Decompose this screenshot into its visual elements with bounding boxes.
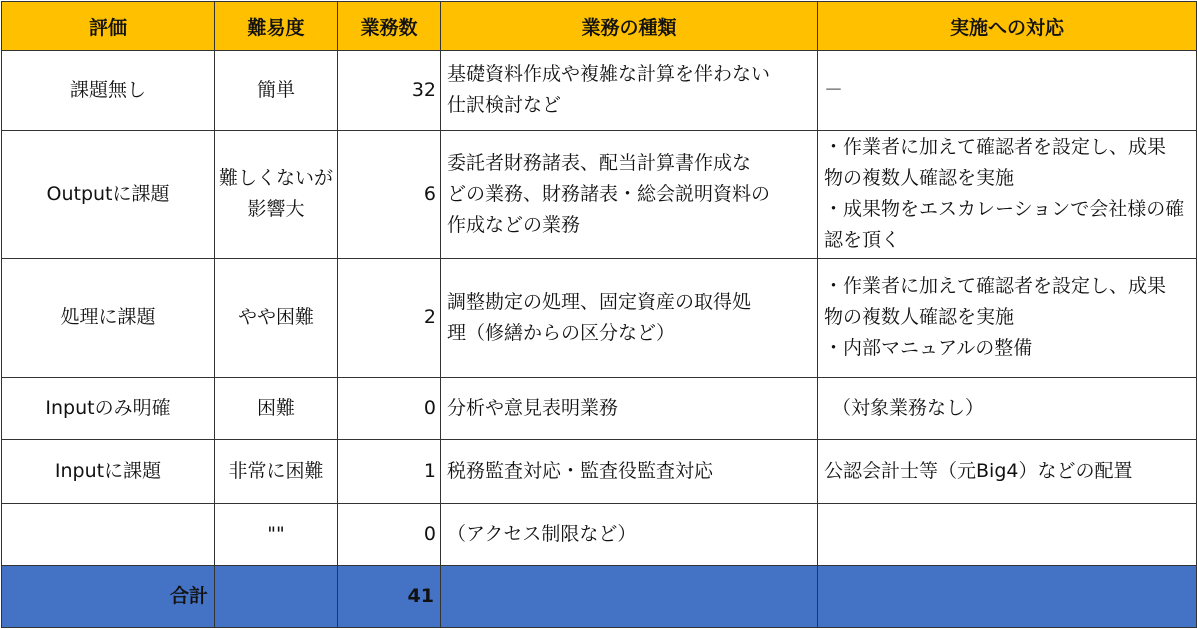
cell-difficulty[interactable]: 簡単 — [215, 51, 338, 131]
cell-response[interactable]: ・作業者に加えて確認者を設定し、成果 物の複数人確認を実施 ・内部マニュアルの整備 — [818, 258, 1197, 377]
header-difficulty[interactable]: 難易度 — [215, 2, 338, 51]
cell-difficulty[interactable]: 非常に困難 — [215, 440, 338, 504]
cell-evaluation[interactable]: Inputのみ明確 — [2, 377, 215, 440]
cell-count[interactable]: 2 — [338, 258, 441, 377]
table-row — [2, 258, 1197, 377]
cell-response[interactable] — [818, 503, 1197, 566]
cell-response[interactable]: 公認会計士等（元Big4）などの配置 — [818, 440, 1197, 504]
total-empty-cell[interactable] — [441, 566, 818, 628]
cell-evaluation[interactable] — [2, 503, 215, 566]
cell-difficulty[interactable]: 困難 — [215, 377, 338, 440]
cell-evaluation[interactable]: Outputに課題 — [2, 130, 215, 258]
cell-evaluation[interactable]: Inputに課題 — [2, 440, 215, 504]
cell-difficulty[interactable]: "" — [215, 503, 338, 566]
cell-response[interactable]: （対象業務なし） — [818, 377, 1197, 440]
table-row — [2, 51, 1197, 131]
table-row — [2, 377, 1197, 440]
cell-task-types[interactable]: 調整勘定の処理、固定資産の取得処 理（修繕からの区分など） — [441, 258, 818, 377]
table-row — [2, 440, 1197, 504]
table-row — [2, 130, 1197, 258]
header-task-types[interactable]: 業務の種類 — [441, 2, 818, 51]
cell-evaluation[interactable]: 処理に課題 — [2, 258, 215, 377]
cell-task-types[interactable]: 基礎資料作成や複雑な計算を伴わない 仕訳検討など — [441, 51, 818, 131]
cell-evaluation[interactable]: 課題無し — [2, 51, 215, 131]
cell-count[interactable]: 0 — [338, 503, 441, 566]
cell-response[interactable]: ・作業者に加えて確認者を設定し、成果 物の複数人確認を実施 ・成果物をエスカレーションで会社様の確 認を頂く — [818, 130, 1197, 258]
cell-task-types[interactable]: 委託者財務諸表、配当計算書作成な どの業務、財務諸表・総会説明資料の 作成などの業務 — [441, 130, 818, 258]
cell-difficulty[interactable]: やや困難 — [215, 258, 338, 377]
cell-count[interactable]: 0 — [338, 377, 441, 440]
header-evaluation[interactable]: 評価 — [2, 2, 215, 51]
table-row — [2, 503, 1197, 566]
task-evaluation-table — [1, 1, 1197, 628]
cell-task-types[interactable]: （アクセス制限など） — [441, 503, 818, 566]
cell-difficulty[interactable]: 難しくないが 影響大 — [215, 130, 338, 258]
cell-count[interactable]: 1 — [338, 440, 441, 504]
header-row — [2, 2, 1197, 51]
header-task-count[interactable]: 業務数 — [338, 2, 441, 51]
cell-task-types[interactable]: 税務監査対応・監査役監査対応 — [441, 440, 818, 504]
cell-count[interactable]: 6 — [338, 130, 441, 258]
total-count[interactable]: 41 — [338, 566, 441, 628]
total-row — [2, 566, 1197, 628]
header-response[interactable]: 実施への対応 — [818, 2, 1197, 51]
total-empty-cell[interactable] — [215, 566, 338, 628]
total-empty-cell[interactable] — [818, 566, 1197, 628]
cell-response[interactable]: － — [818, 51, 1197, 131]
cell-task-types[interactable]: 分析や意見表明業務 — [441, 377, 818, 440]
total-label[interactable]: 合計 — [2, 566, 215, 628]
cell-count[interactable]: 32 — [338, 51, 441, 131]
